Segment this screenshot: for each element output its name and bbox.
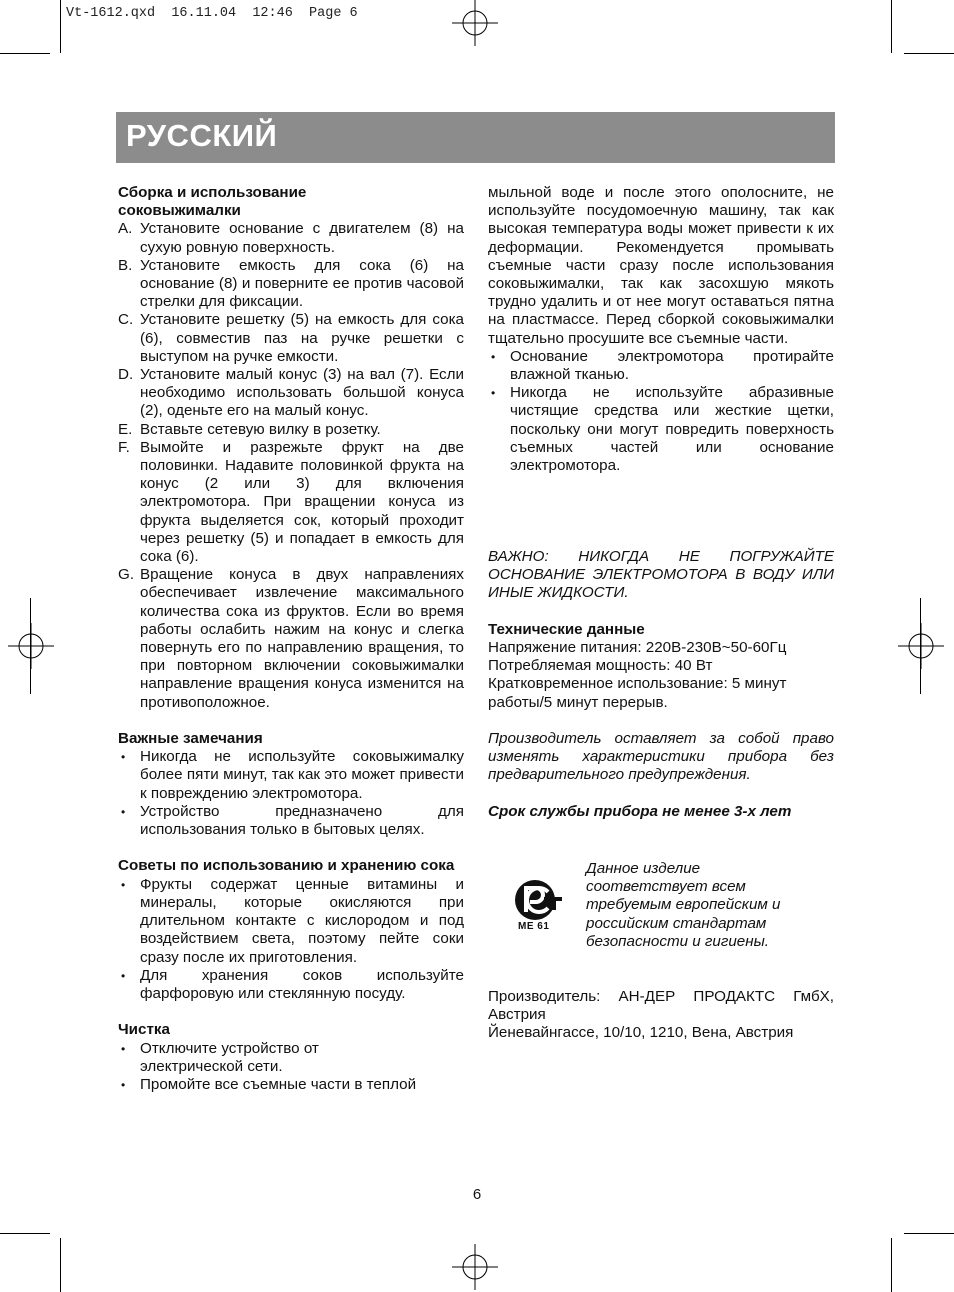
crop-mark	[891, 1238, 892, 1292]
bullet-icon: •	[121, 1077, 126, 1092]
section-title: РУССКИЙ	[126, 118, 278, 153]
tip-text: Фрукты содержат ценные витамины и минералы, которые окисляются при длительном контакте с кислородом и под воздействием света, поэтому пейте соки сразу после их приготовления.	[140, 875, 464, 966]
certification-code: МЕ 61	[518, 921, 550, 932]
list-item	[118, 876, 464, 967]
registration-mark-icon	[452, 1244, 498, 1290]
right-column-lower	[488, 548, 834, 821]
step-text: Вращение конуса в двух направлениях обеспечивает извлечение максимального количества сока из фруктов. Если во время работы ослабить нажим на конус и слегка повернуть его по направлению вращения, то при повторном включении соковыжималки направление вращения конуса изменится на противоположное.	[140, 566, 464, 711]
service-life-text: Срок службы прибора не менее 3-х лет	[488, 802, 792, 820]
list-item	[118, 366, 464, 421]
certification-line: Данное изделие	[586, 860, 701, 877]
cleaning-text: Основание электромотора протирайте влажной тканью.	[510, 347, 834, 384]
registration-line	[920, 598, 921, 694]
crop-mark	[60, 1238, 61, 1292]
crop-mark	[904, 53, 954, 54]
list-item	[118, 748, 464, 803]
bullet-icon: •	[121, 750, 126, 765]
list-item	[118, 1076, 464, 1094]
tips-heading: Советы по использованию и хранению сока	[118, 857, 455, 875]
step-text: Установите основание с двигателем (8) на сухую ровную поверхность.	[140, 220, 464, 256]
crop-mark	[0, 53, 50, 54]
cleaning-text: Никогда не используйте абразивные чистящие средства или жесткие щетки, поскольку они могут повредить поверхность съемных частей или основание электромотора.	[510, 384, 834, 475]
list-item	[118, 257, 464, 312]
print-slug: Vt-1612.qxd 16.11.04 12:46 Page 6	[66, 6, 358, 21]
registration-mark-icon	[452, 0, 498, 46]
bullet-icon: •	[491, 386, 496, 401]
crop-mark	[891, 0, 892, 53]
spec-line: Напряжение питания: 220В-230В~50-60Гц	[488, 639, 787, 656]
step-marker: A.	[118, 220, 133, 238]
crop-mark	[904, 1233, 954, 1234]
list-item	[488, 348, 834, 384]
note-text: Никогда не используйте соковыжималку более пяти минут, так как это может привести к повреждению электромотора.	[140, 748, 464, 802]
manufacturer-address: Йеневайнгассе, 10/10, 1210, Вена, Австрия	[488, 1024, 794, 1042]
certification-line: безопасности и гигиены.	[586, 932, 770, 950]
rst-certification-logo-icon	[514, 878, 562, 922]
certification-line: требуемым европейским и	[586, 896, 781, 914]
list-item	[118, 967, 464, 1003]
tip-text: Для хранения соков используйте фарфоровую или стеклянную посуду.	[140, 966, 464, 1002]
specs-heading: Технические данные	[488, 620, 645, 638]
warning-text: ВАЖНО: НИКОГДА НЕ ПОГРУЖАЙТЕ ОСНОВАНИЕ ЭЛЕКТРОМОТОРА В ВОДУ ИЛИ ИНЫЕ ЖИДКОСТИ.	[488, 548, 834, 602]
certification-line: российским стандартам	[586, 914, 767, 932]
step-marker: B.	[118, 256, 133, 274]
list-item	[118, 220, 464, 256]
assembly-heading-line: Сборка и использование	[118, 184, 307, 201]
section-banner	[116, 112, 835, 163]
note-text: Устройство предназначено для использования только в бытовых целях.	[140, 802, 464, 839]
list-item	[118, 1040, 464, 1076]
list-item	[118, 803, 464, 839]
crop-mark	[60, 0, 61, 53]
step-text: Установите решетку (5) на емкость для сока (6), совместив паз на ручке решетки с выступом на ручке емкости.	[140, 311, 464, 365]
certification-text	[586, 860, 834, 951]
step-marker: E.	[118, 420, 133, 438]
step-marker: G.	[118, 566, 135, 584]
registration-mark-icon	[898, 623, 944, 669]
step-marker: D.	[118, 366, 134, 384]
crop-mark	[0, 1233, 50, 1234]
step-text: Установите емкость для сока (6) на основание (8) и поверните ее против часовой стрелки для фиксации.	[140, 256, 464, 311]
assembly-heading-line: соковыжималки	[118, 202, 241, 220]
bullet-icon: •	[121, 1041, 126, 1056]
bullet-icon: •	[121, 804, 126, 819]
certification-line: соответствует всем	[586, 878, 746, 896]
page-number: 6	[472, 1186, 482, 1203]
list-item	[488, 384, 834, 475]
step-text: Вымойте и разрежьте фрукт на две половинки. Надавите половинкой фрукта на конус (2 или 3) для включения электромотора. При вращении конуса из фрукта выделяется сок, который проходит через решетку (5) и попадает в емкость для сока (6).	[140, 438, 464, 566]
cleaning-continued: мыльной воде и после этого ополосните, не используйте посудомоечную машину, так как высокая температура воды может привести к их деформации. Рекомендуется промывать съемные части сразу после использования соковыжималки, так как засохшую мякоть трудно удалить и от нее могут оставаться пятна на пластмассе. Перед сборкой соковыжималки тщательно просушите все съемные части.	[488, 184, 834, 347]
spec-line: Потребляемая мощность: 40 Вт	[488, 657, 713, 675]
cleaning-text: Промойте все съемные части в теплой	[140, 1075, 417, 1093]
step-marker: F.	[118, 438, 130, 456]
list-item	[118, 311, 464, 366]
manufacturer-line: Производитель: АН-ДЕР ПРОДАКТС ГмбХ, Австрия	[488, 988, 834, 1024]
certification-block	[488, 860, 834, 960]
spec-line: Кратковременное использование: 5 минут работы/5 минут перерыв.	[488, 675, 787, 711]
left-column	[118, 184, 464, 1094]
step-marker: C.	[118, 311, 134, 329]
right-column	[488, 184, 834, 475]
assembly-heading	[118, 184, 464, 220]
step-text: Вставьте сетевую вилку в розетку.	[140, 420, 381, 438]
manufacturer-block	[488, 988, 834, 1043]
list-item	[118, 566, 464, 712]
list-item	[118, 421, 464, 439]
list-item	[118, 439, 464, 566]
bullet-icon: •	[121, 968, 126, 983]
cleaning-line: Отключите устройство от	[140, 1039, 319, 1057]
disclaimer-text: Производитель оставляет за собой право изменять характеристики прибора без предварительного предупреждения.	[488, 730, 834, 784]
cleaning-text	[140, 1040, 464, 1076]
notes-heading: Важные замечания	[118, 730, 263, 748]
cleaning-heading: Чистка	[118, 1021, 170, 1039]
step-text: Установите малый конус (3) на вал (7). Если необходимо использовать большой конуса (2), оденьте его на малый конус.	[140, 366, 464, 420]
bullet-icon: •	[491, 349, 496, 364]
bullet-icon: •	[121, 877, 126, 892]
registration-line	[30, 598, 31, 694]
cleaning-line: электрической сети.	[140, 1057, 283, 1075]
registration-mark-icon	[8, 623, 54, 669]
